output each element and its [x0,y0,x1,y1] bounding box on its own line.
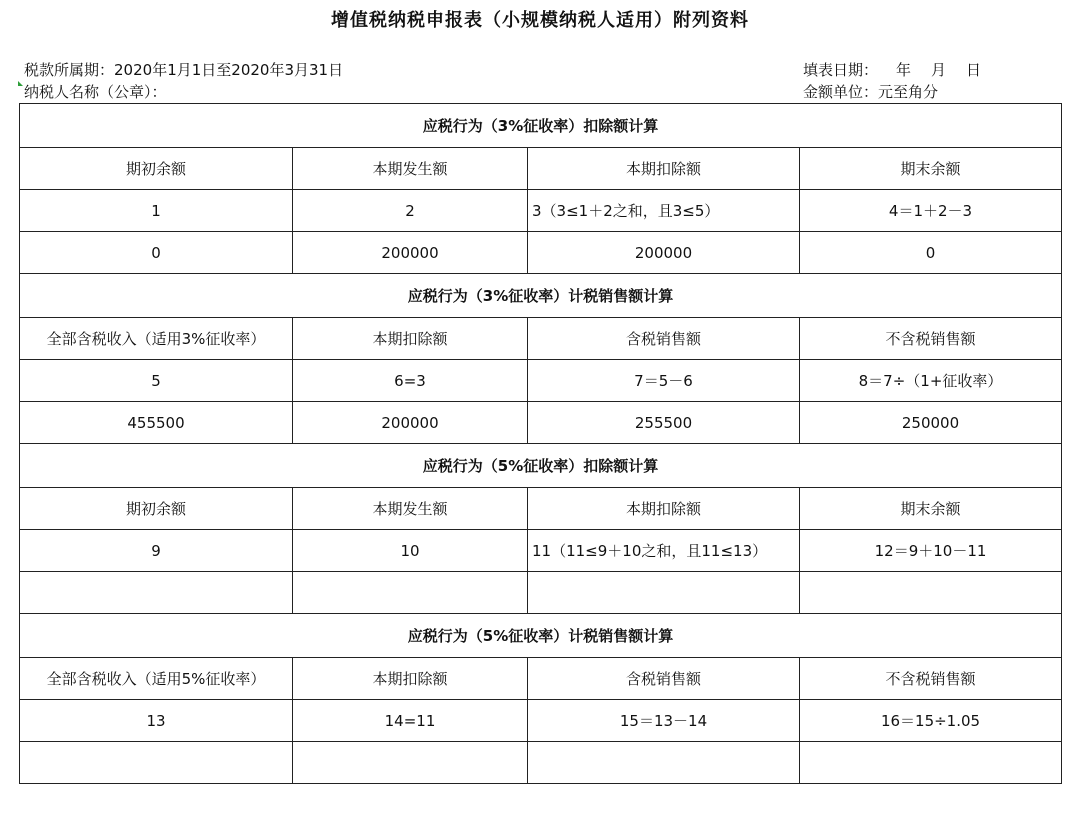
formula-cell: 15＝13－14 [528,700,800,742]
section-title-3pct-deduction: 应税行为（3%征收率）扣除额计算 [20,104,1062,148]
formula-cell: 11（11≤9＋10之和，且11≤13） [528,530,800,572]
value-row [20,742,1062,784]
formula-cell: 5 [20,360,293,402]
formula-cell: 4＝1＋2－3 [800,190,1062,232]
header-cell: 期初余额 [20,488,293,530]
section-title-5pct-sales: 应税行为（5%征收率）计税销售额计算 [20,614,1062,658]
formula-cell: 7＝5－6 [528,360,800,402]
formula-cell: 14=11 [293,700,528,742]
fill-date-day: 日 [966,61,982,79]
value-cell[interactable] [800,572,1062,614]
header-row [20,658,1062,700]
value-cell[interactable] [528,742,800,784]
section-title-row [20,274,1062,318]
tax-period-label: 税款所属期： [24,61,115,79]
value-cell[interactable]: 255500 [528,402,800,444]
value-cell[interactable] [800,742,1062,784]
formula-cell: 10 [293,530,528,572]
attachment-form-table [19,103,1062,784]
header-cell: 本期发生额 [293,148,528,190]
value-row [20,402,1062,444]
value-cell[interactable]: 200000 [528,232,800,274]
header-cell: 期末余额 [800,148,1062,190]
amount-unit-value: 元至角分 [878,83,939,101]
formula-cell: 3（3≤1＋2之和，且3≤5） [528,190,800,232]
header-cell: 期末余额 [800,488,1062,530]
formula-cell: 9 [20,530,293,572]
value-cell[interactable]: 200000 [293,402,528,444]
value-cell[interactable]: 200000 [293,232,528,274]
value-cell[interactable]: 0 [20,232,293,274]
header-row [20,488,1062,530]
amount-unit-label: 金额单位： [803,83,879,101]
value-cell[interactable] [293,572,528,614]
header-cell: 本期扣除额 [528,148,800,190]
formula-cell: 6=3 [293,360,528,402]
value-cell[interactable] [20,742,293,784]
meta-left [24,59,343,103]
tax-period-value: 2020年1月1日至2020年3月31日 [114,61,344,79]
header-cell: 全部含税收入（适用3%征收率） [20,318,293,360]
header-row [20,318,1062,360]
value-cell[interactable]: 0 [800,232,1062,274]
formula-row [20,700,1062,742]
formula-cell: 13 [20,700,293,742]
header-cell: 不含税销售额 [800,318,1062,360]
header-cell: 含税销售额 [528,318,800,360]
amount-unit-row [803,81,981,103]
header-row [20,148,1062,190]
fill-date-row [803,59,981,81]
section-title-3pct-sales: 应税行为（3%征收率）计税销售额计算 [20,274,1062,318]
tax-period-row [24,59,343,81]
formula-cell: 12＝9＋10－11 [800,530,1062,572]
header-cell: 含税销售额 [528,658,800,700]
document-title: 增值税纳税申报表（小规模纳税人适用）附列资料 [331,10,749,31]
value-cell[interactable] [528,572,800,614]
value-cell[interactable] [293,742,528,784]
formula-cell: 8＝7÷（1+征收率） [800,360,1062,402]
formula-cell: 2 [293,190,528,232]
header-cell: 不含税销售额 [800,658,1062,700]
formula-row [20,360,1062,402]
value-cell[interactable]: 250000 [800,402,1062,444]
header-cell: 本期扣除额 [293,658,528,700]
section-title-row [20,444,1062,488]
value-row [20,232,1062,274]
cell-comment-marker [18,81,23,86]
value-row [20,572,1062,614]
fill-date-label: 填表日期： [803,61,879,79]
formula-row [20,530,1062,572]
formula-row [20,190,1062,232]
value-cell[interactable] [20,572,293,614]
header-cell: 本期发生额 [293,488,528,530]
header-cell: 期初余额 [20,148,293,190]
taxpayer-name-row [24,81,343,103]
taxpayer-name-label: 纳税人名称（公章）： [24,83,167,101]
section-title-row [20,614,1062,658]
header-cell: 本期扣除额 [293,318,528,360]
formula-cell: 1 [20,190,293,232]
fill-date-year: 年 [896,61,912,79]
header-cell: 全部含税收入（适用5%征收率） [20,658,293,700]
section-title-row [20,104,1062,148]
value-cell[interactable]: 455500 [20,402,293,444]
section-title-5pct-deduction: 应税行为（5%征收率）扣除额计算 [20,444,1062,488]
formula-cell: 16＝15÷1.05 [800,700,1062,742]
meta-right [803,59,981,103]
fill-date-month: 月 [931,61,947,79]
header-cell: 本期扣除额 [528,488,800,530]
